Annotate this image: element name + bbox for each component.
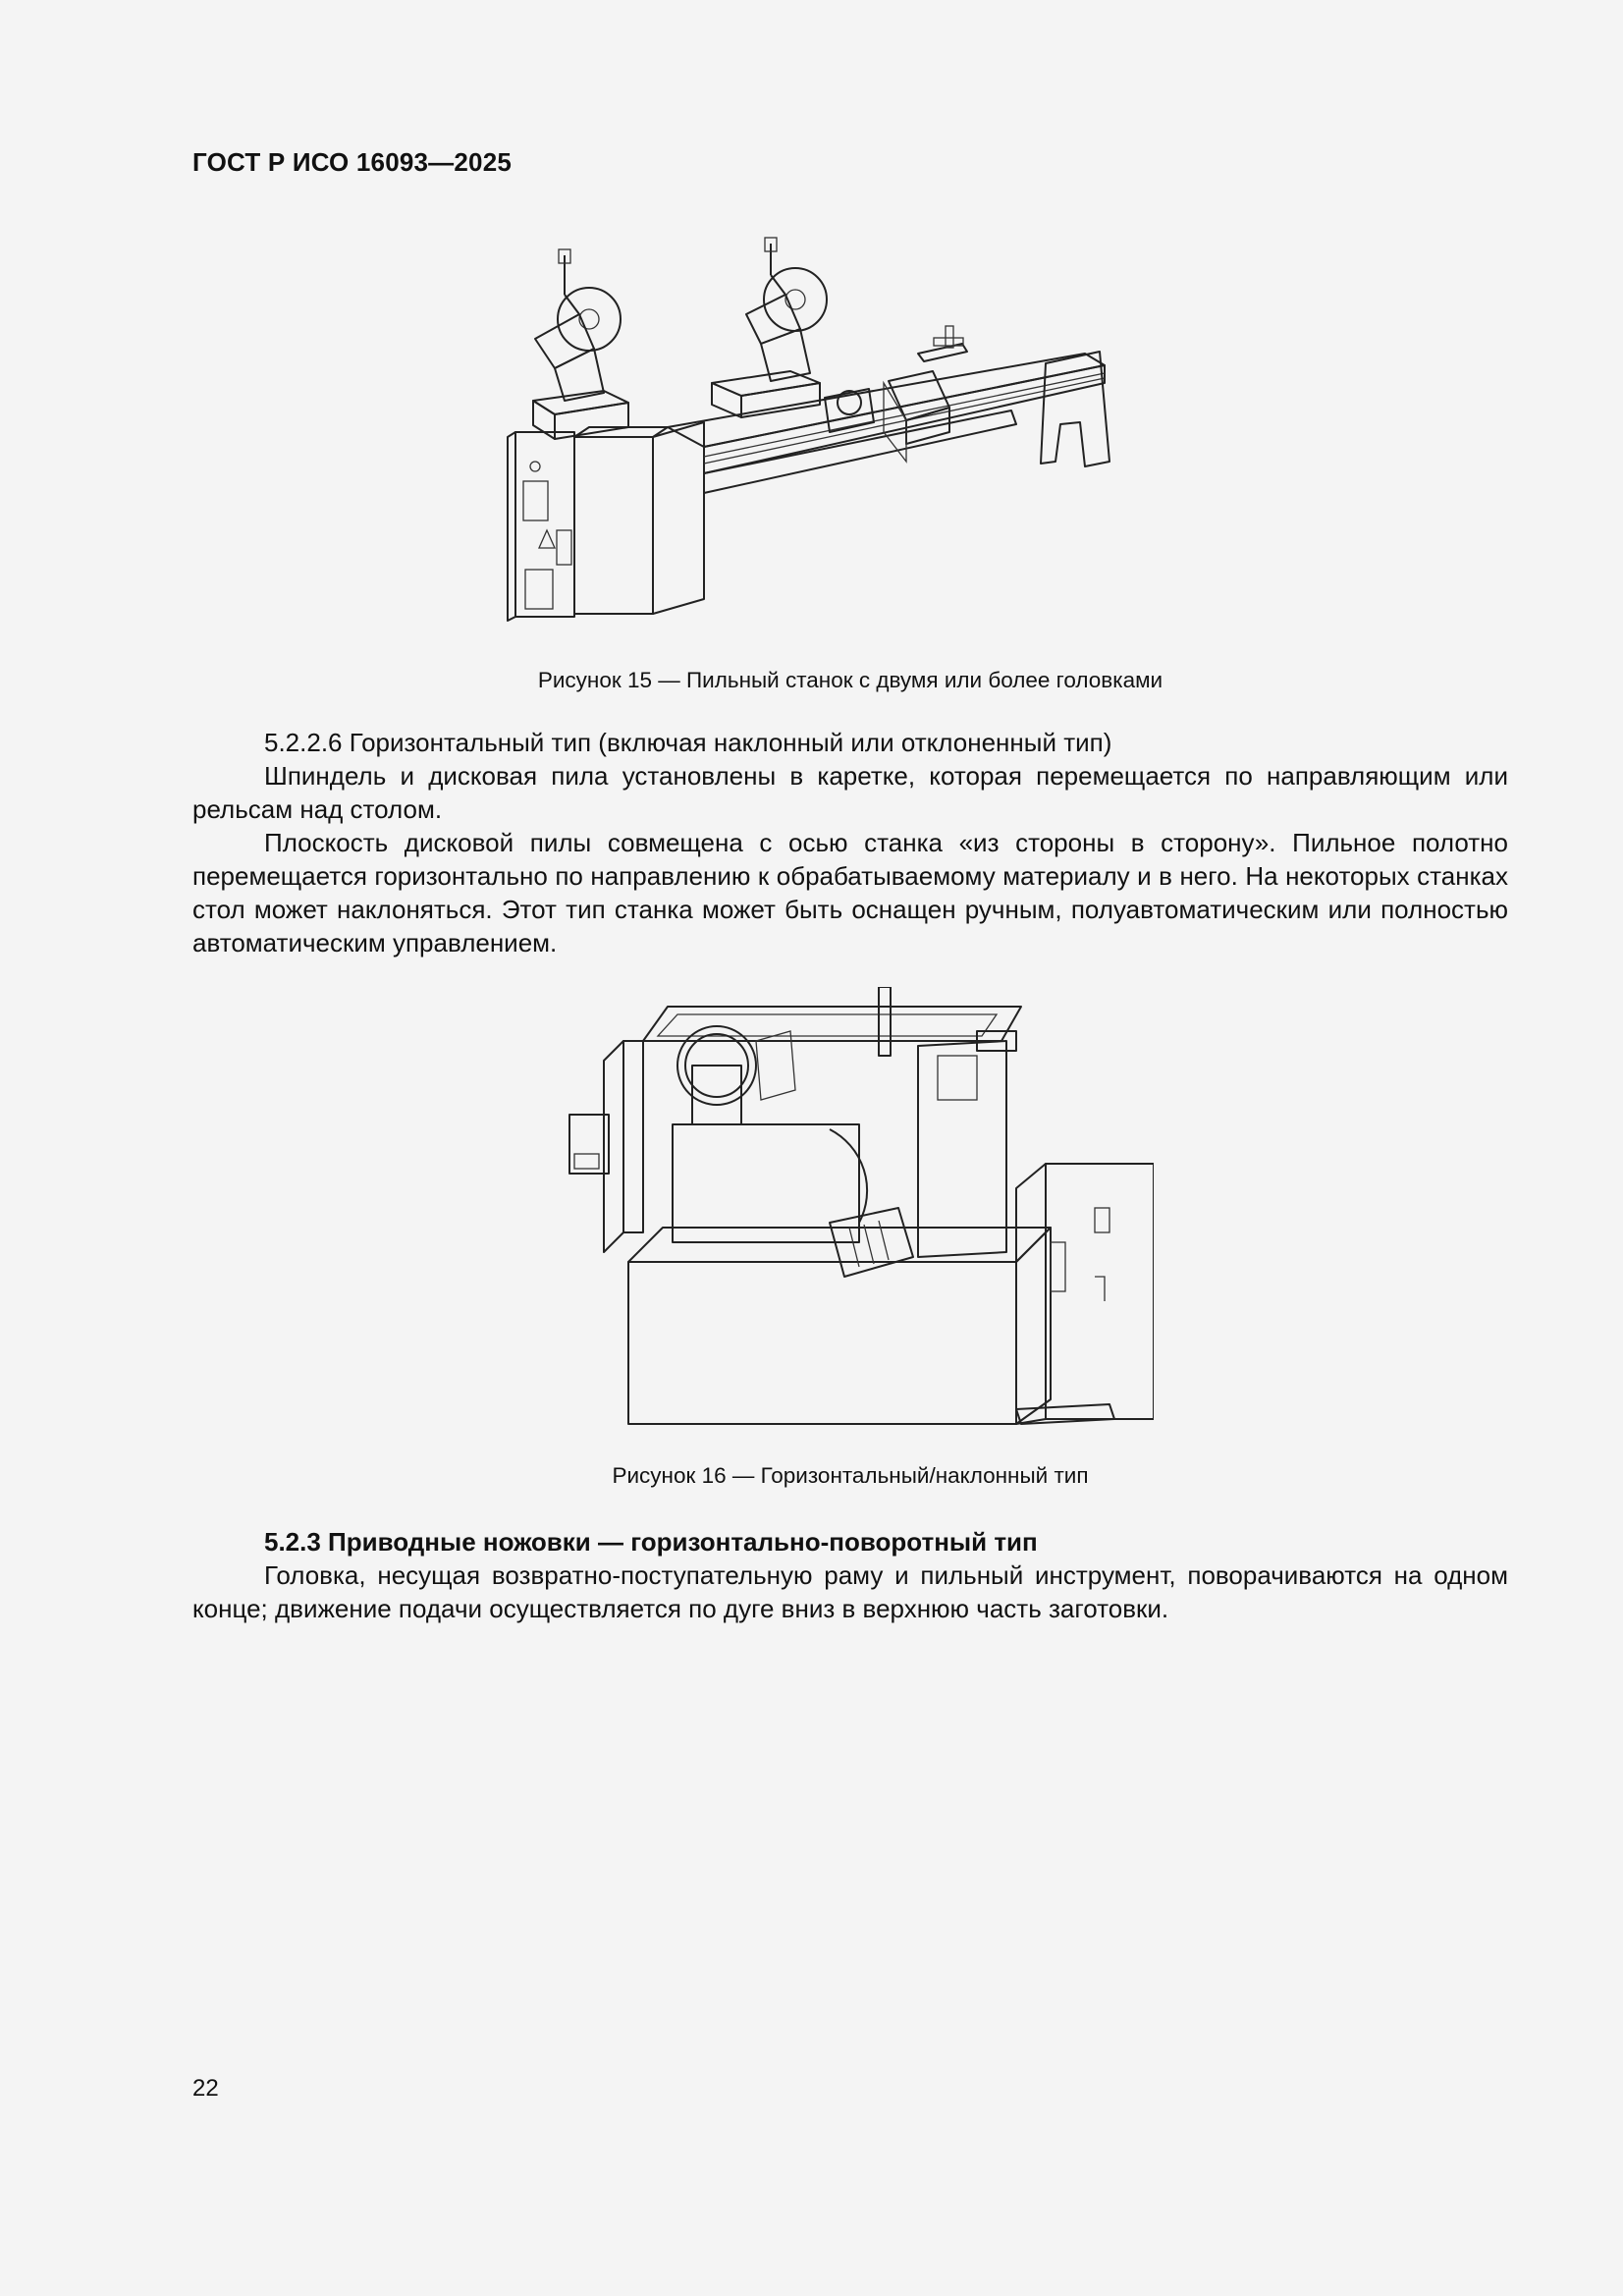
section-heading: 5.2.2.6 Горизонтальный тип (включая наклонный или отклоненный тип) (264, 728, 1112, 757)
section-heading: 5.2.3 Приводные ножовки — горизонтально-поворотный тип (264, 1527, 1038, 1557)
section-5-2-2-6 (192, 726, 1508, 959)
horizontal-saw-illustration (565, 987, 1154, 1429)
section-5-2-3 (192, 1525, 1508, 1625)
paragraph: Плоскость дисковой пилы совмещена с осью станка «из стороны в сторону». Пильное полотно перемещается горизонтально по направлению к обрабатываемому материалу и в него. На некоторых станках стол может наклоняться. Этот тип станка может быть оснащен ручным, полуавтоматическим или полностью автоматическим управлением. (192, 828, 1508, 957)
twin-head-saw-illustration (496, 236, 1222, 629)
page-number: 22 (192, 2075, 219, 2102)
figure-15-caption: Рисунок 15 — Пильный станок с двумя или более головками (537, 668, 1163, 692)
paragraph: Головка, несущая возвратно-поступательную раму и пильный инструмент, поворачиваются на одном конце; движение подачи осуществляется по дуге вниз в верхнюю часть заготовки. (192, 1560, 1508, 1623)
paragraph: Шпиндель и дисковая пила установлены в каретке, которая перемещается по направляющим или рельсам над столом. (192, 761, 1508, 824)
figure-16-caption: Рисунок 16 — Горизонтальный/наклонный тип (612, 1463, 1089, 1488)
document-header: ГОСТ Р ИСО 16093—2025 (192, 147, 513, 177)
